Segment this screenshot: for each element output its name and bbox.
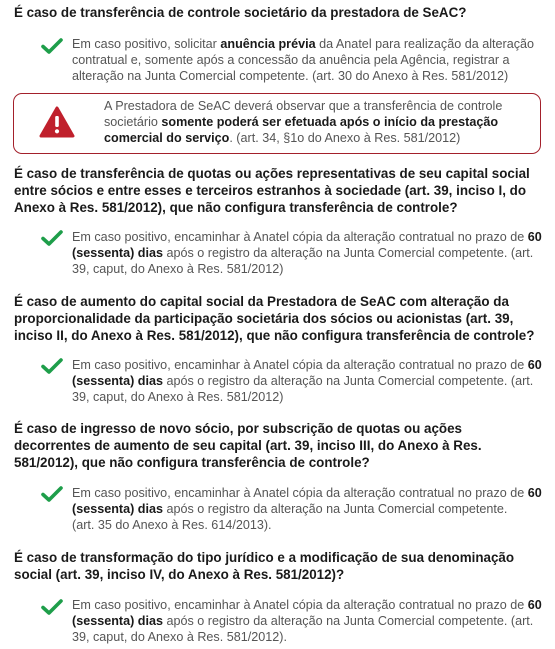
warning-text: A Prestadora de SeAC deverá observar que a transferência de controle societário somente poderá ser efetuada após o início da prestação comercial do serviço. (art. 34, §1o do Anexo à Res. 581/2012): [104, 99, 503, 145]
question-2: É caso de transferência de quotas ou ações representativas de seu capital social entre sócios e entre esses e terceiros estranhos à sociedade (art. 39, inciso I, do Anexo à Res. 581/2012), que não configura transferência de controle?: [14, 166, 530, 215]
question-5: É caso de transformação do tipo jurídico e a modificação de sua denominação social (art. 39, inciso IV, do Anexo à Res. 581/2012)?: [14, 550, 515, 582]
check-icon: [41, 230, 63, 246]
check-icon: [41, 486, 63, 502]
answer-4: Em caso positivo, encaminhar à Anatel cópia da alteração contratual no prazo de 60 (sessenta) dias após o registro da alteração na Junta Comercial competente. (art. 35 do Anexo à Res. 614/2013).: [72, 486, 542, 532]
question-3: É caso de aumento do capital social da Prestadora de SeAC com alteração da proporcionalidade da participação societária dos sócios ou acionistas (art. 39, inciso II, do Anexo à Res. 581/2012), que não configura transferência de controle?: [14, 294, 535, 343]
warning-callout: [13, 93, 541, 154]
check-icon: [41, 38, 63, 54]
check-icon: [41, 599, 63, 615]
warning-icon: [39, 106, 75, 138]
check-icon: [41, 358, 63, 374]
answer-3: Em caso positivo, encaminhar à Anatel cópia da alteração contratual no prazo de 60 (sessenta) dias após o registro da alteração na Junta Comercial competente. (art. 39, caput, do Anexo à Res. 581/2012): [72, 358, 542, 404]
answer-2: Em caso positivo, encaminhar à Anatel cópia da alteração contratual no prazo de 60 (sessenta) dias após o registro da alteração na Junta Comercial competente. (art. 39, caput, do Anexo à Res. 581/2012): [72, 230, 542, 276]
question-1: É caso de transferência de controle societário da prestadora de SeAC?: [14, 5, 467, 20]
answer-5: Em caso positivo, encaminhar à Anatel cópia da alteração contratual no prazo de 60 (sessenta) dias após o registro da alteração na Junta Comercial competente. (art. 39, caput, do Anexo à Res. 581/2012).: [72, 598, 542, 644]
question-4: É caso de ingresso de novo sócio, por subscrição de quotas ou ações decorrentes de aumento de seu capital (art. 39, inciso III, do Anexo à Res. 581/2012), que não configura transferência de controle?: [14, 421, 482, 470]
answer-1: Em caso positivo, solicitar anuência prévia da Anatel para realização da alteração contratual e, somente após a concessão da anuência pela Agência, registrar a alteração na Junta Comercial competente. (art. 30 do Anexo à Res. 581/2012): [72, 37, 535, 83]
